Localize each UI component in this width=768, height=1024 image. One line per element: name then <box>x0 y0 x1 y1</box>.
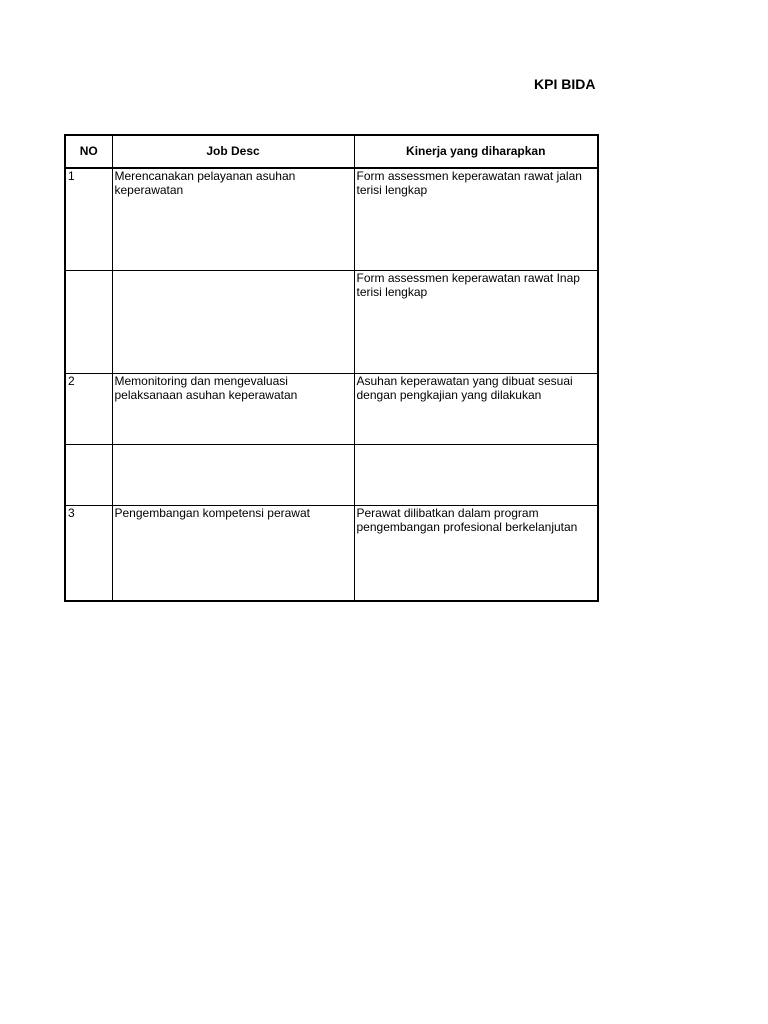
table-row <box>65 168 598 271</box>
cell-no: 2 <box>65 374 112 445</box>
cell-job-desc <box>112 445 354 506</box>
cell-kinerja: Perawat dilibatkan dalam program pengembangan profesional berkelanjutan <box>354 506 598 602</box>
cell-job-desc: Merencanakan pelayanan asuhan keperawatan <box>112 168 354 271</box>
table-row <box>65 506 598 602</box>
header-job-desc: Job Desc <box>112 135 354 168</box>
cell-no <box>65 271 112 374</box>
table-row <box>65 374 598 445</box>
header-no: NO <box>65 135 112 168</box>
page-title: KPI BIDA <box>534 76 596 92</box>
cell-job-desc <box>112 271 354 374</box>
cell-job-desc: Memonitoring dan mengevaluasi pelaksanaan asuhan keperawatan <box>112 374 354 445</box>
cell-no: 3 <box>65 506 112 602</box>
cell-kinerja: Form assessmen keperawatan rawat Inap terisi lengkap <box>354 271 598 374</box>
header-kinerja: Kinerja yang diharapkan <box>354 135 598 168</box>
cell-job-desc: Pengembangan kompetensi perawat <box>112 506 354 602</box>
cell-kinerja: Form assessmen keperawatan rawat jalan terisi lengkap <box>354 168 598 271</box>
title-clip <box>520 72 598 96</box>
kpi-table <box>64 134 599 602</box>
cell-no: 1 <box>65 168 112 271</box>
table-row <box>65 445 598 506</box>
table-row <box>65 271 598 374</box>
cell-kinerja <box>354 445 598 506</box>
cell-kinerja: Asuhan keperawatan yang dibuat sesuai dengan pengkajian yang dilakukan <box>354 374 598 445</box>
cell-no <box>65 445 112 506</box>
table-header-row <box>65 135 598 168</box>
